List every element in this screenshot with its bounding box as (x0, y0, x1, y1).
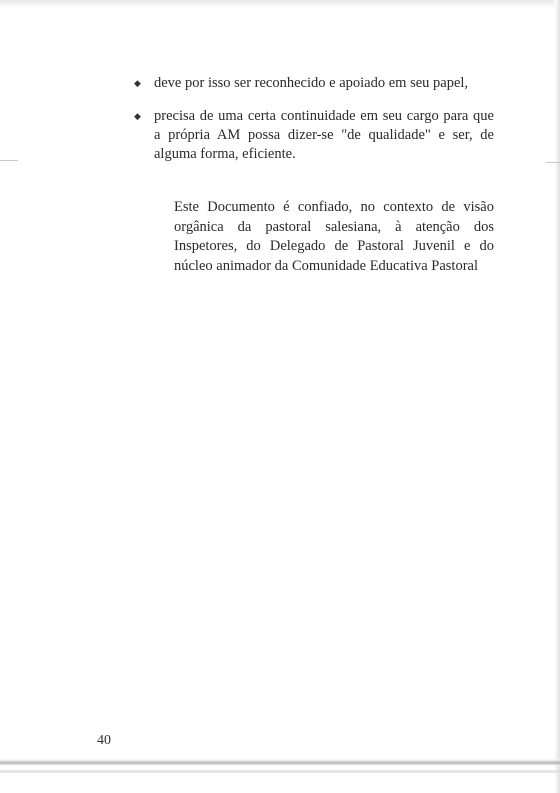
body-paragraph: Este Documento é confiado, no contexto de visão orgânica da pastoral salesiana, à atenção dos Inspetores, do Delegado de Pastoral Juvenil e do núcleo animador da Comunidade Educativa Pastoral (174, 199, 494, 274)
page-right-edge (554, 0, 560, 793)
diamond-bullet-icon: ◆ (134, 111, 141, 121)
scan-mark-left (0, 160, 18, 161)
bullet-text: deve por isso ser reconhecido e apoiado em seu papel, (154, 75, 469, 91)
page-bottom-binding-shadow (0, 770, 560, 773)
diamond-bullet-icon: ◆ (134, 78, 141, 88)
bullet-list (132, 74, 494, 178)
page-number: 40 (97, 733, 111, 748)
scan-mark-right (546, 162, 560, 163)
bullet-item (132, 107, 494, 164)
page-bottom-binding (0, 759, 560, 765)
page-top-edge (0, 0, 560, 8)
bullet-text: precisa de uma certa continuidade em seu cargo para que a própria AM possa dizer-se "de qualidade" e ser, de alguma forma, eficiente. (154, 108, 494, 162)
bullet-item (132, 74, 494, 93)
